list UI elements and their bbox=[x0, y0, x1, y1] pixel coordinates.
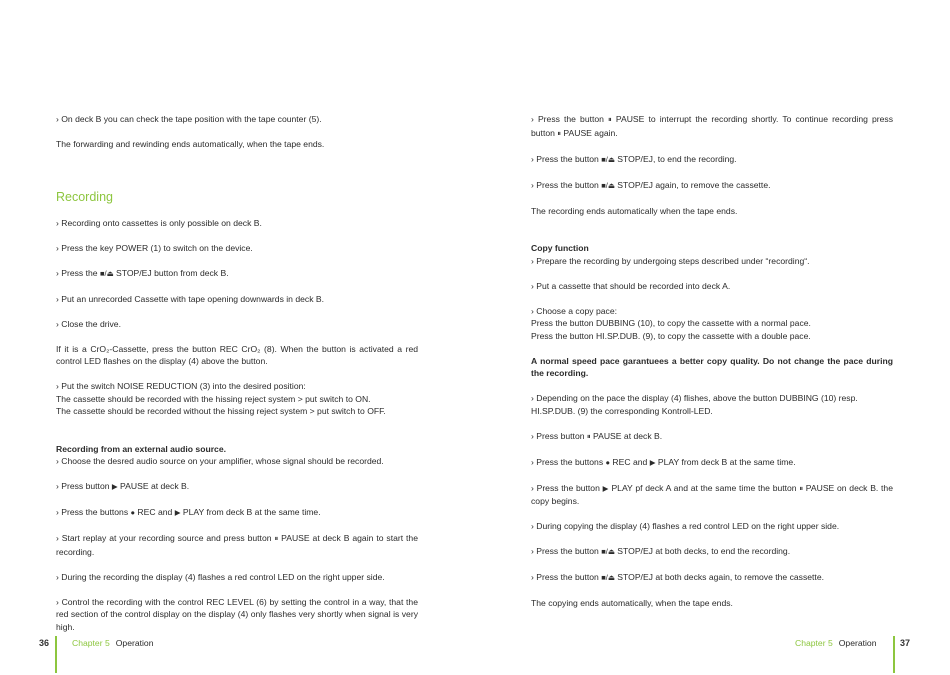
paragraph: › Close the drive. bbox=[56, 318, 121, 329]
play-icon: ▶ bbox=[111, 482, 118, 491]
paragraph: The copying ends automatically, when the tape ends. bbox=[531, 598, 733, 608]
sub-heading-external-source: Recording from an external audio source. bbox=[56, 443, 227, 454]
paragraph: › Press the ■/⏏ STOP/EJ button from deck B. bbox=[56, 267, 229, 278]
paragraph: The forwarding and rewinding ends automatically, when the tape ends. bbox=[56, 139, 325, 149]
paragraph: › Put a cassette that should be recorded into deck A. bbox=[531, 280, 731, 291]
pause-icon: ⏸ bbox=[274, 534, 279, 543]
paragraph: › Choose the desred audio source on your amplifier, whose signal should be recorded. bbox=[56, 456, 384, 466]
section-label: Operation bbox=[115, 638, 154, 648]
paragraph: › Put the switch NOISE REDUCTION (3) into the desired position: The cassette should be recorded with the hissing reject system > put switch to ON. The cassette should be recorded without the hissing reject system > put switch to OFF. bbox=[56, 381, 386, 416]
paragraph: › Choose a copy pace: Press the button DUBBING (10), to copy the cassette with a normal pace. Press the button HI.SP.DUB. (9), to copy the cassette with a double pace. bbox=[531, 305, 811, 341]
sub-heading-copy-function: Copy function bbox=[531, 243, 589, 253]
paragraph: › Press the button ⏸ PAUSE to interrupt the recording shortly. To continue recording press button ⏸ PAUSE again. bbox=[531, 114, 894, 138]
paragraph: › Press the button ■/⏏ STOP/EJ again, to remove the cassette. bbox=[531, 179, 771, 190]
paragraph: › Press the key POWER (1) to switch on the device. bbox=[56, 242, 253, 253]
page-number-right: 37 bbox=[900, 638, 911, 648]
paragraph: › Control the recording with the control REC LEVEL (6) by setting the control in a way, that the red section of the control display on the display (4) only flashes very shortly when signal is very high. bbox=[56, 596, 418, 632]
stop-eject-icon: ■/⏏ bbox=[601, 547, 615, 556]
pause-icon: ⏸ bbox=[608, 115, 612, 124]
footer-chapter-right bbox=[795, 638, 877, 648]
paragraph: › Prepare the recording by undergoing steps described under “recording“. bbox=[531, 255, 810, 266]
paragraph: › Press the button ■/⏏ STOP/EJ, to end the recording. bbox=[531, 153, 737, 164]
paragraph: The recording ends automatically when the tape ends. bbox=[531, 205, 738, 216]
pause-icon: ⏸ bbox=[799, 483, 804, 493]
paragraph: › Put an unrecorded Cassette with tape opening downwards in deck B. bbox=[56, 293, 324, 304]
chapter-label: Chapter 5 bbox=[72, 638, 110, 648]
stop-eject-icon: ■/⏏ bbox=[601, 154, 615, 164]
page-number-left: 36 bbox=[39, 638, 50, 648]
paragraph: › Press the buttons ● REC and ▶ PLAY from deck B at the same time. bbox=[531, 456, 796, 467]
section-label: Operation bbox=[838, 638, 877, 648]
stop-eject-icon: ■/⏏ bbox=[99, 268, 114, 278]
paragraph: › Press the buttons ● REC and ▶ PLAY from deck B at the same time. bbox=[56, 507, 321, 517]
paragraph: › Start replay at your recording source and press button ⏸ PAUSE at deck B again to start the recording. bbox=[56, 533, 418, 557]
paragraph: › Press button ▶ PAUSE at deck B. bbox=[56, 481, 190, 491]
play-icon: ▶ bbox=[174, 508, 181, 517]
paragraph: › Press the button ▶ PLAY pf deck A and at the same time the button ⏸ PAUSE on deck B. the copy begins. bbox=[531, 482, 893, 506]
footer-chapter-left bbox=[72, 638, 154, 648]
play-icon: ▶ bbox=[602, 483, 609, 493]
footer-divider-right bbox=[893, 636, 895, 673]
paragraph: › During the recording the display (4) flashes a red control LED on the right upper side. bbox=[56, 571, 385, 582]
notice-paragraph: A normal speed pace garantuees a better copy quality. Do not change the pace during the recording. bbox=[531, 355, 893, 378]
chapter-label: Chapter 5 bbox=[795, 638, 833, 648]
paragraph: › Press the button ■/⏏ STOP/EJ at both decks, to end the recording. bbox=[531, 546, 791, 556]
right-column bbox=[531, 113, 893, 622]
paragraph: › Recording onto cassettes is only possible on deck B. bbox=[56, 217, 262, 228]
footer-divider-left bbox=[55, 636, 57, 673]
left-column bbox=[56, 113, 418, 646]
stop-eject-icon: ■/⏏ bbox=[601, 180, 615, 190]
paragraph: › Press button ⏸ PAUSE at deck B. bbox=[531, 430, 663, 441]
pause-icon: ⏸ bbox=[586, 431, 591, 441]
stop-eject-icon: ■/⏏ bbox=[601, 573, 615, 582]
paragraph: › Depending on the pace the display (4) flishes, above the button DUBBING (10) resp. HI.SP.DUB. (9) the corresponding Kontroll-LED. bbox=[531, 393, 858, 416]
rec-icon: ● bbox=[130, 508, 136, 517]
paragraph: › On deck B you can check the tape position with the tape counter (5). bbox=[56, 114, 322, 124]
pause-icon: ⏸ bbox=[557, 128, 562, 138]
section-heading-recording: Recording bbox=[56, 189, 113, 204]
rec-icon: ● bbox=[605, 457, 611, 467]
paragraph: › Press the button ■/⏏ STOP/EJ at both decks again, to remove the cassette. bbox=[531, 572, 824, 582]
paragraph: If it is a CrO₂-Cassette, press the button REC CrO₂ (8). When the button is activated a red control LED flashes on the display (4) above the button. bbox=[56, 343, 418, 366]
paragraph: › During copying the display (4) flashes a red control LED on the right upper side. bbox=[531, 521, 840, 531]
play-icon: ▶ bbox=[649, 457, 656, 467]
